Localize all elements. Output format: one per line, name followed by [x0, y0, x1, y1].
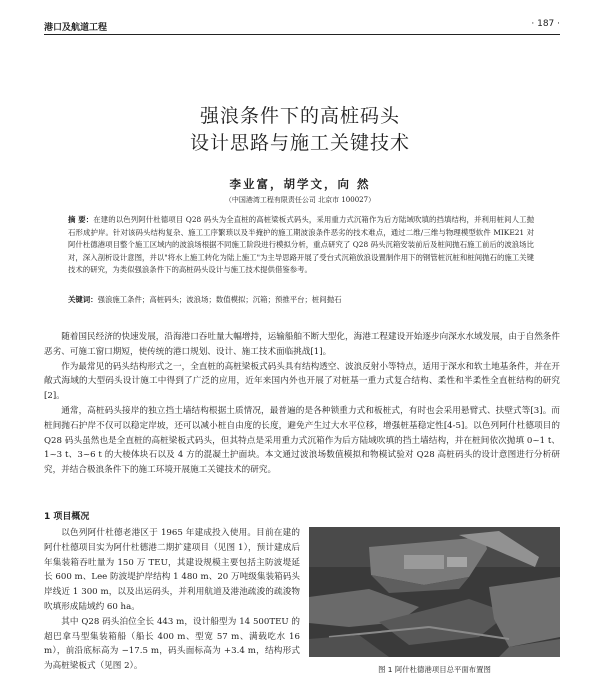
title-line-1: 强浪条件下的高桩码头 [199, 105, 400, 127]
intro-paragraph-2: 作为最常见的码头结构形式之一，全直桩的高桩梁板式码头具有结构透空、波浪反射小等特点，适用于深水和软土地基条件，并在开敞式海域的大型码头设计施工中得到了广泛的应用，近年来国内外也开展了对桩基一重力式复合结构、柔性和半柔性全直桩结构的研究[2]。 [44, 361, 560, 402]
section-1-paragraph-1: 以色列阿什杜德老港区于 1965 年建成投入使用。目前在建的阿什杜德项目实为阿什杜德港二期扩建项目（见图 1），预计建成后年集装箱吞吐量为 150 万 TEU，其建设规模主要包括主防波堤延长 600 m、Lee 防波堤护岸结构 1 480 m、20 万吨级集装箱码头岸线近 1 300 m，以及出运码头，并利用航道及港池疏浚的疏浚物吹填形成陆域约 60 ha。 [44, 528, 300, 612]
running-header [44, 18, 560, 40]
section-heading: 1 项目概况 [44, 512, 90, 522]
section-1-paragraph-2: 其中 Q28 码头泊位全长 443 m，设计船型为 14 500TEU 的超巴拿马型集装箱船（船长 400 m、型宽 57 m、满载吃水 16 m），前沿底标高为 −17.5 m，码头面标高为 +3.4 m，结构形式为高桩梁板式（见图 2）。 [44, 616, 300, 672]
affiliation: （中国港湾工程有限责任公司 北京市 100027） [224, 196, 376, 204]
intro-text [44, 330, 560, 478]
page-number: · 187 · [531, 19, 560, 29]
abstract-label: 摘 要： [68, 215, 94, 224]
figure-1-photo [309, 527, 560, 657]
title-line-2: 设计思路与施工关键技术 [189, 132, 410, 154]
keywords [68, 294, 534, 306]
intro-paragraph-3: 通常，高桩码头接岸的独立挡土墙结构根据土质情况，最普遍的是各种锁重力式和板桩式，有时也会采用悬臂式、扶壁式等[3]。而桩间抛石护岸不仅可以稳定岸坡，还可以减小桩自由度的长度，避免产生过大水平位移，增强桩基稳定性[4-5]。以色列阿什杜德项目的 Q28 码头虽然也是全直桩的高桩梁板式码头，但其特点是采用重力式沉箱作为后方陆域吹填的挡土墙结构，并在桩间依次抛填 0~1 t、1~3 t、3~6 t 的大棱体块石以及 4 方的混凝土护面块。本文通过波浪场数值模拟和物模试验对 Q28 高桩码头的设计意图进行分析研究，并结合极浪条件下的施工环境开展施工关键技术的研究。 [44, 405, 560, 476]
journal-name: 港口及航道工程 [44, 23, 108, 33]
keywords-text: 强浪施工条件；高桩码头；波浪场；数值模拟；沉箱；预推平台；桩间抛石 [97, 295, 342, 304]
keywords-label: 关键词： [68, 295, 98, 304]
intro-paragraph-1: 随着国民经济的快速发展，沿海港口吞吐量大幅增持，运输船舶不断大型化，海港工程建设开始逐步向深水水域发展，由于自然条件恶劣、可施工窗口期短，使传统的港口规划、设计、施工技术面临挑战[1]。 [44, 332, 560, 357]
section-1-text [44, 526, 300, 674]
abstract [68, 214, 534, 277]
header-rule [44, 34, 560, 35]
figure-1-caption: 图 1 阿什杜德港项目总平面布置图 [378, 665, 491, 674]
authors: 李业富，胡学文，向 然 [229, 177, 371, 191]
aerial-site-image [309, 527, 560, 657]
abstract-text: 在建的以色列阿什杜德项目 Q28 码头为全直桩的高桩梁板式码头，采用重力式沉箱作为后方陆域吹填的挡填结构，并利用桩间人工抛石形成护岸。针对该码头结构复杂、施工工序繁琐以及半掩护的施工期波浪条件恶劣的技术难点，通过二维/三维与物理模型软件 MIKE21 对阿什杜德港项目整个施工区域内的波浪场根据不同施工阶段进行模拟分析，重点研究了 Q28 码头沉箱安装前后及桩间抛石施工前后的波浪场比对，深入剖析设计意图，并以"将水上施工转化为陆上施工"为主导思路开展了受台式沉箱放浪设置制作用下的钢管桩沉桩和桩间抛石的施工关键技术的研究，为类似强浪条件下的高桩码头设计与施工技术提供借鉴参考。 [68, 215, 534, 275]
